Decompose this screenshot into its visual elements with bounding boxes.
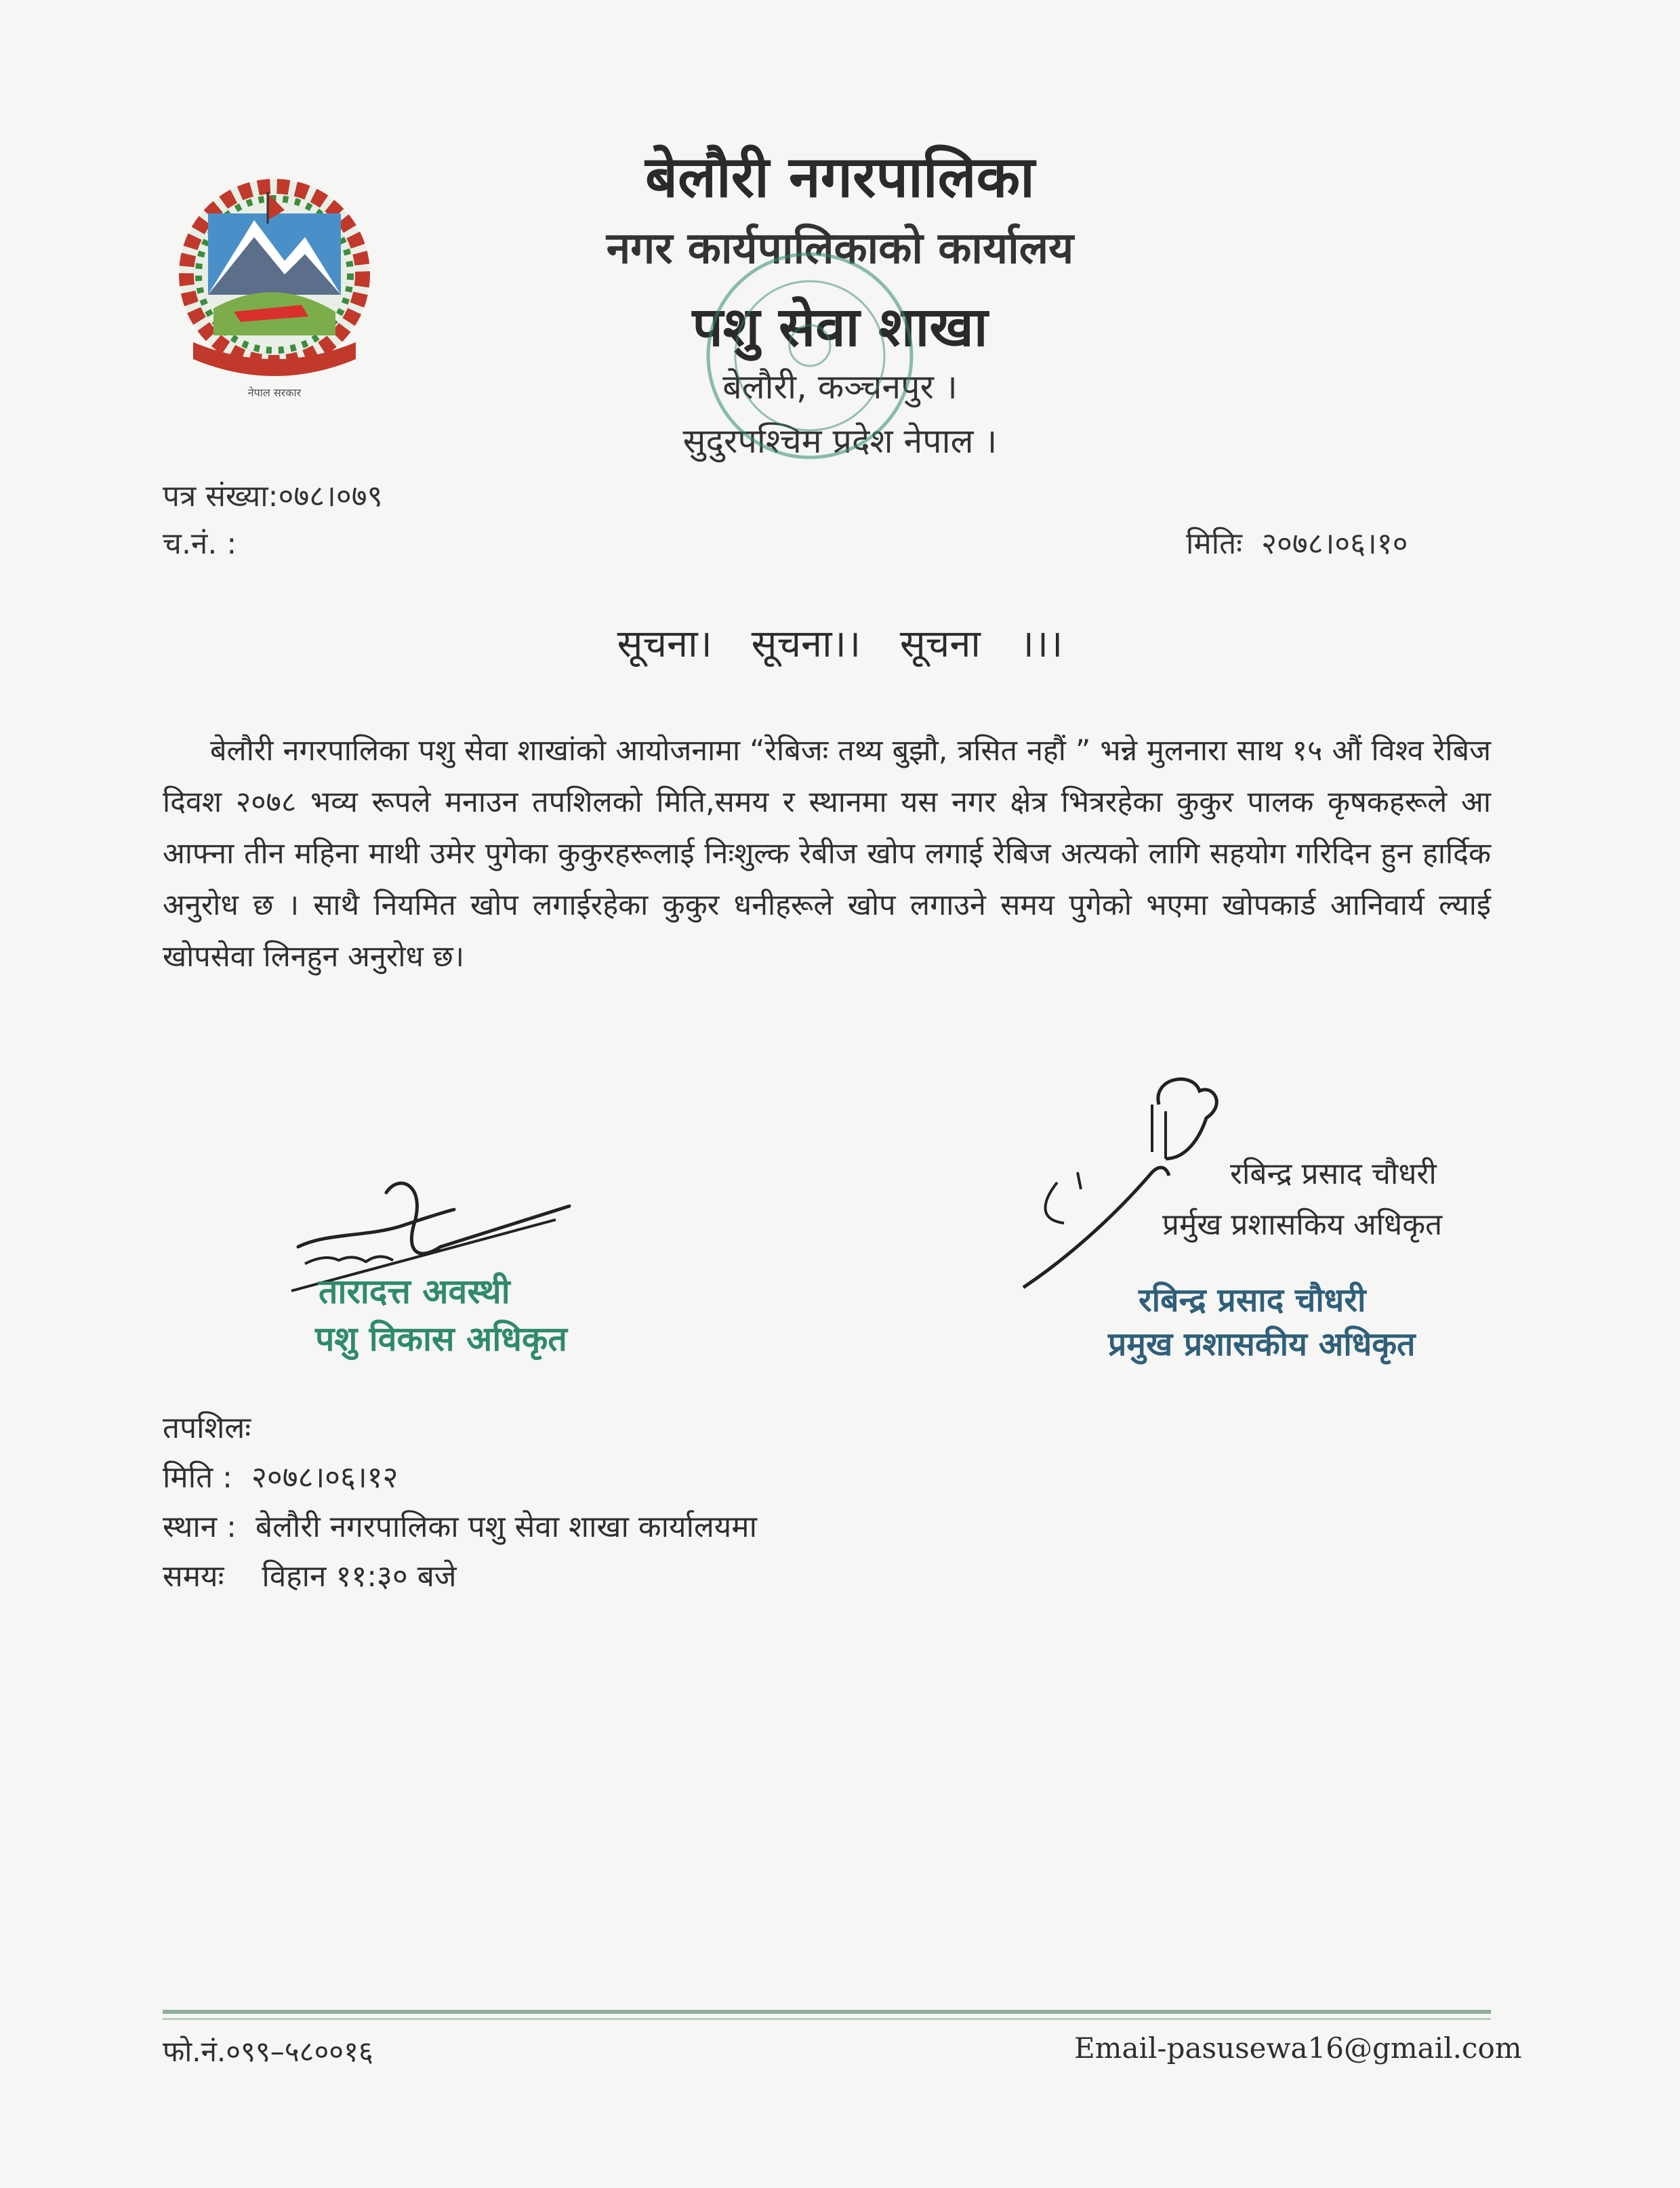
schedule-time-value: विहान ११:३० बजे	[262, 1559, 457, 1594]
right-signatory-name: रबिन्द्र प्रसाद चौधरी	[1230, 1157, 1437, 1191]
office-location: बेलौरी, कञ्चनपुर ।	[722, 367, 958, 407]
schedule-place-value: बेलौरी नगरपालिका पशु सेवा शाखा कार्यालयमा	[255, 1510, 758, 1544]
footer-email: Email-pasusewa16@gmail.com	[1074, 2031, 1522, 2065]
office-province: सुदुरपश्चिम प्रदेश नेपाल ।	[682, 421, 998, 461]
reference-label: पत्र संख्या:	[163, 479, 279, 514]
schedule-time-label: समयः	[163, 1559, 224, 1594]
schedule-place-label: स्थान :	[163, 1510, 237, 1544]
date-value: २०७८।०६।१०	[1261, 527, 1408, 561]
schedule-time	[163, 1554, 457, 1595]
left-signatory-title: पशु विकास अधिकृत	[315, 1319, 567, 1359]
right-signatory-title: प्रर्मुख प्रशासकिय अधिकृत	[1162, 1207, 1443, 1242]
right-stamp-name: रबिन्द्र प्रसाद चौधरी	[1139, 1281, 1366, 1319]
office-seal-icon	[698, 244, 922, 468]
notice-title-3: सूचना ।।।	[899, 622, 1063, 666]
letter-date	[1186, 522, 1408, 562]
footer-rule	[163, 2010, 1491, 2014]
date-label: मितिः	[1186, 527, 1243, 561]
branch-name: पशु सेवा शाखा	[692, 295, 988, 358]
footer-phone: फो.नं.०९९–५८००१६	[163, 2035, 373, 2068]
dispatch-number-label: च.नं. :	[163, 527, 237, 561]
left-signatory-name: तारादत्त अवस्थी	[319, 1272, 510, 1311]
notice-title	[0, 617, 1680, 668]
schedule-heading: तपशिलः	[163, 1411, 251, 1445]
schedule-date	[163, 1456, 398, 1496]
notice-body: बेलौरी नगरपालिका पशु सेवा शाखांको आयोजनामा “रेबिजः तथ्य बुझौ, त्रसित नहौं ” भन्ने मुलनारा साथ १५ औं विश्व रेबिज दिवश २०७८ भव्य रूपले मनाउन तपशिलको मिति,समय र स्थानमा यस नगर क्षेत्र भित्ररहेका कुकुर पालक कृषकहरूले आ आफ्ना तीन महिना माथी उमेर पुगेका कुकुरहरूलाई निःशुल्क रेबीज खोप लगाई रेबिज अत्यको लागि सहयोग गरिदिन हुन हार्दिक अनुरोध छ । साथै नियमित खोप लगाईरहेका कुकुर धनीहरूले खोप लगाउने समय पुगेको भएमा खोपकार्ड आनिवार्य ल्याई खोपसेवा लिनहुन अनुरोध छ।	[163, 734, 1491, 974]
right-stamp-title: प्रमुख प्रशासकीय अधिकृत	[1108, 1325, 1416, 1363]
municipality-name: बेलौरी नगरपालिका	[645, 144, 1035, 210]
footer-rule-thin	[163, 2018, 1491, 2020]
notice-title-2: सूचना।।	[751, 622, 861, 666]
reference-number	[163, 474, 382, 515]
schedule-date-value: २०७८।०६।१२	[251, 1460, 398, 1495]
emblem-caption: नेपाल सरकार	[247, 386, 302, 399]
notice-title-1: सूचना।	[617, 622, 712, 666]
reference-value: ०७८।०७९	[278, 479, 383, 514]
schedule-place	[163, 1505, 757, 1546]
schedule-date-label: मिति :	[163, 1460, 232, 1495]
office-name: नगर कार्यपालिकाको कार्यालय	[606, 224, 1074, 274]
